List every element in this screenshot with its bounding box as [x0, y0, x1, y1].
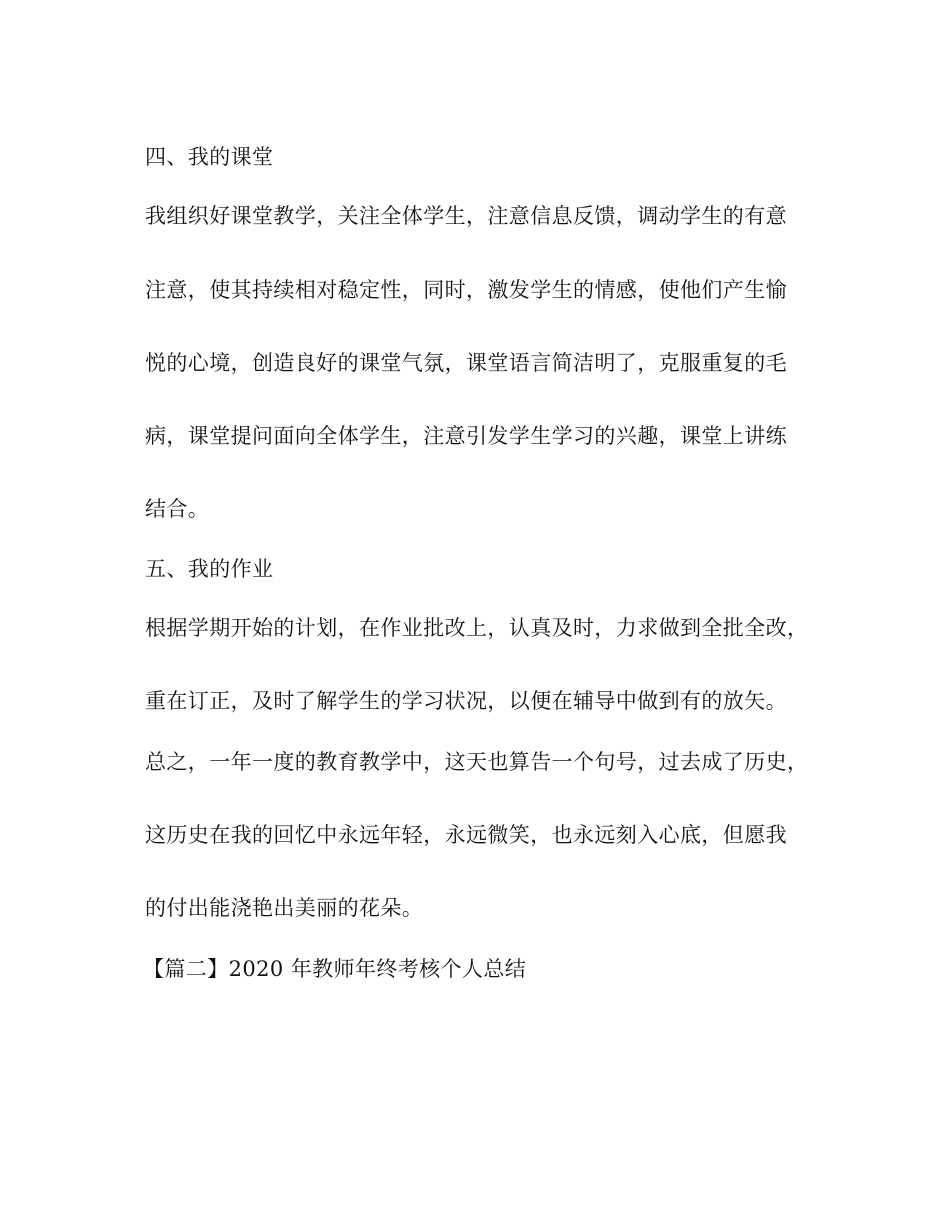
paragraph-line: 这历史在我的回忆中永远年轻，永远微笑，也永远刻入心底，但愿我 — [145, 823, 787, 847]
paragraph-line: 注意，使其持续相对稳定性，同时，激发学生的情感，使他们产生愉 — [145, 278, 787, 302]
paragraph-line: 总之，一年一度的教育教学中，这天也算告一个句号，过去成了历史， — [145, 750, 809, 774]
paragraph-line: 我组织好课堂教学，关注全体学生，注意信息反馈，调动学生的有意 — [145, 204, 787, 228]
paragraph-line: 根据学期开始的计划，在作业批改上，认真及时，力求做到全批全改， — [145, 616, 809, 640]
section-heading: 五、我的作业 — [145, 557, 274, 581]
next-article-title: 【篇二】2020 年教师年终考核个人总结 — [143, 957, 527, 981]
paragraph-line: 结合。 — [145, 497, 210, 521]
paragraph-line: 的付出能浇艳出美丽的花朵。 — [145, 896, 424, 920]
section-heading: 四、我的课堂 — [145, 145, 274, 169]
paragraph-line: 重在订正，及时了解学生的学习状况，以便在辅导中做到有的放矢。 — [145, 689, 787, 713]
paragraph-line: 病，课堂提问面向全体学生，注意引发学生学习的兴趣，课堂上讲练 — [145, 424, 787, 448]
paragraph-line: 悦的心境，创造良好的课堂气氛，课堂语言简洁明了，克服重复的毛 — [145, 351, 787, 375]
